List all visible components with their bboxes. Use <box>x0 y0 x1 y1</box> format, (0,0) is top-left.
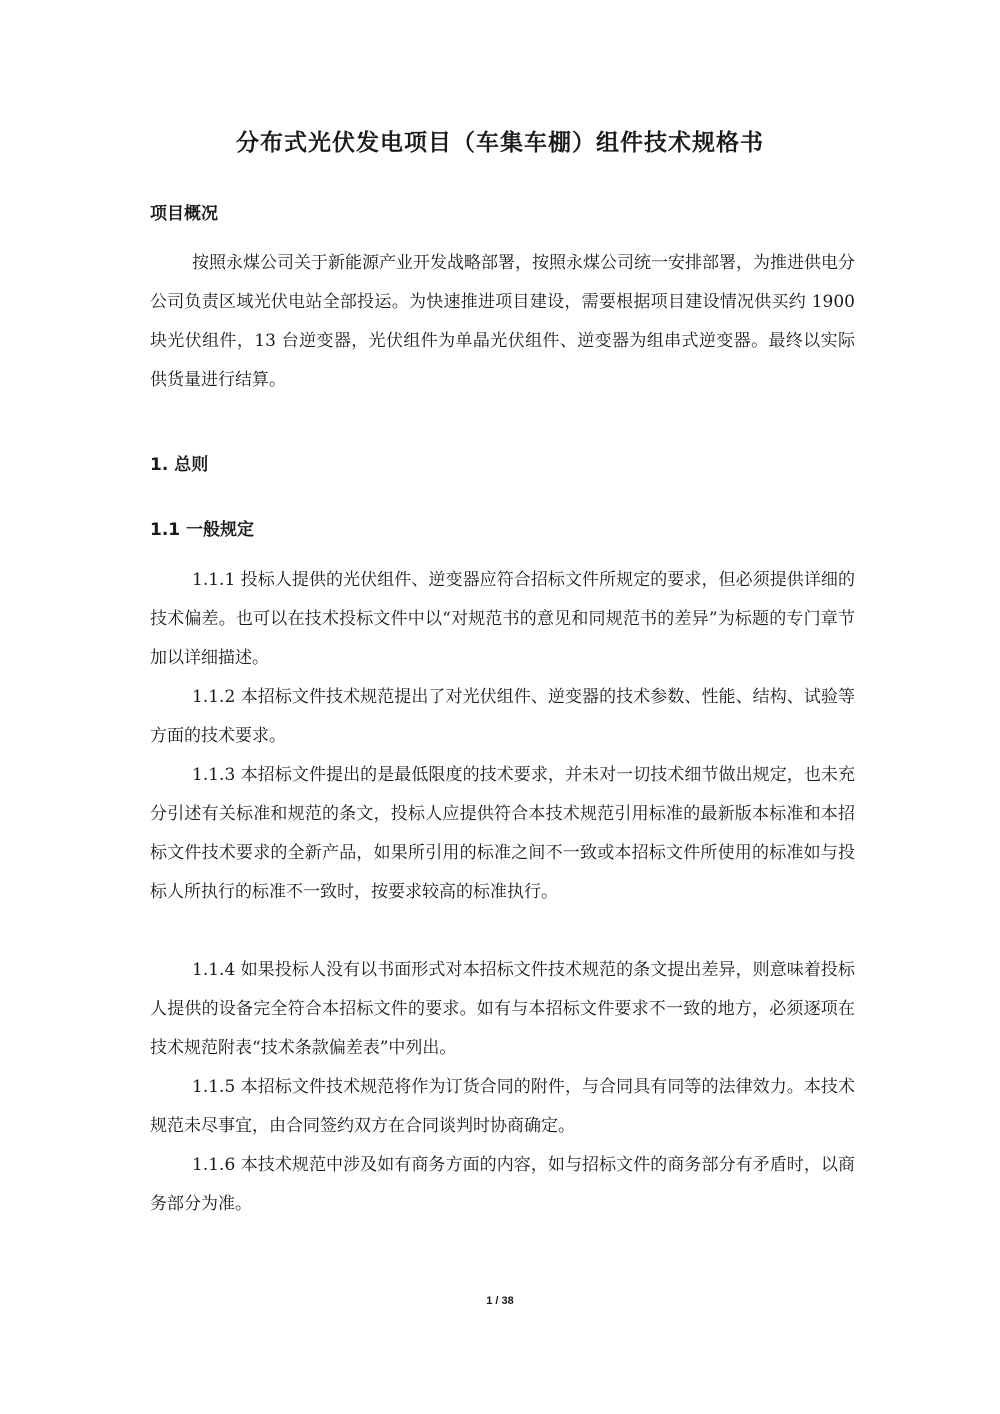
clause-1-1-3: 1.1.3 本招标文件提出的是最低限度的技术要求，并未对一切技术细节做出规定，也未充分引述有关标准和规范的条文，投标人应提供符合本技术规范引用标准的最新版本标准和本招标文件技术要求的全新产品，如果所引用的标准之间不一致或本招标文件所使用的标准如与投标人所执行的标准不一致时，按要求较高的标准执行。 <box>150 765 855 902</box>
overview-heading: 项目概况 <box>150 204 218 224</box>
clause-1-1-6: 1.1.6 本技术规范中涉及如有商务方面的内容，如与招标文件的商务部分有矛盾时，以商务部分为准。 <box>150 1155 855 1214</box>
clause-1-1-1: 1.1.1 投标人提供的光伏组件、逆变器应符合招标文件所规定的要求，但必须提供详细的技术偏差。也可以在技术投标文件中以“对规范书的意见和同规范书的差异”为标题的专门章节加以详细描述。 <box>150 570 855 668</box>
clause-1-1-5: 1.1.5 本招标文件技术规范将作为订货合同的附件，与合同具有同等的法律效力。本技术规范未尽事宜，由合同签约双方在合同谈判时协商确定。 <box>150 1077 855 1136</box>
section-1-1-heading: 1.1 一般规定 <box>150 520 255 540</box>
overview-paragraph: 按照永煤公司关于新能源产业开发战略部署，按照永煤公司统一安排部署，为推进供电分公司负责区域光伏电站全部投运。为快速推进项目建设，需要根据项目建设情况供买约 1900 块光伏组件，13 台逆变器，光伏组件为单晶光伏组件、逆变器为组串式逆变器。最终以实际供货量进行结算。 <box>150 253 855 390</box>
section-1-heading: 1. 总则 <box>150 455 209 475</box>
clause-1-1-2: 1.1.2 本招标文件技术规范提出了对光伏组件、逆变器的技术参数、性能、结构、试验等方面的技术要求。 <box>150 687 855 746</box>
page-number: 1 / 38 <box>486 1295 514 1307</box>
clause-1-1-4: 1.1.4 如果投标人没有以书面形式对本招标文件技术规范的条文提出差异，则意味着投标人提供的设备完全符合本招标文件的要求。如有与本招标文件要求不一致的地方，必须逐项在技术规范附表“技术条款偏差表”中列出。 <box>150 960 855 1058</box>
document-title: 分布式光伏发电项目（车集车棚）组件技术规格书 <box>236 129 764 156</box>
